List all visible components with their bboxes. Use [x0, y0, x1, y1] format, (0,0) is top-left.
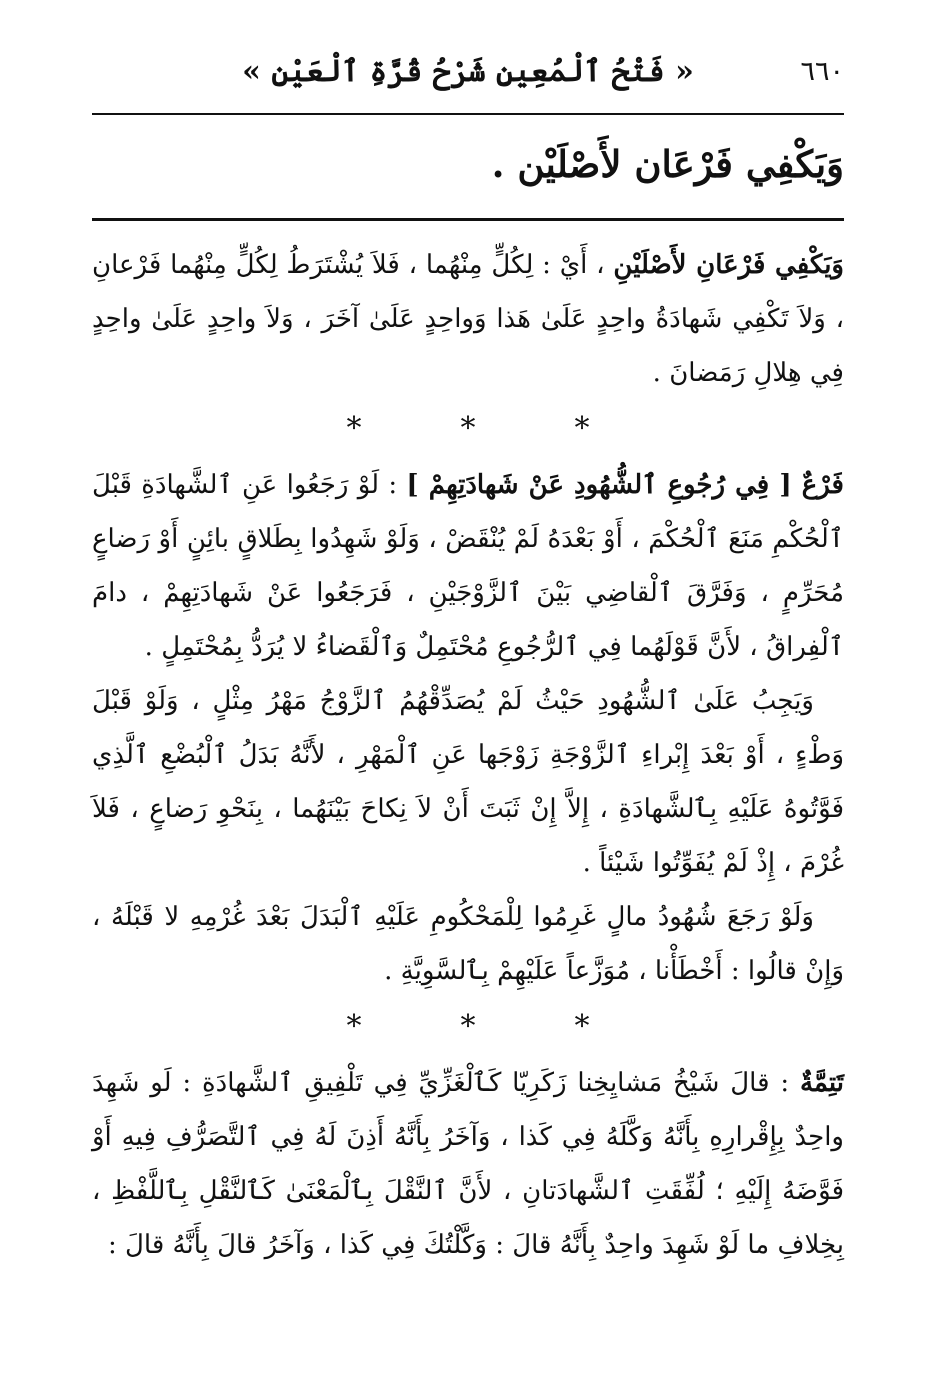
- page-header: [92, 48, 844, 108]
- paragraph-lead: فَرْعٌ [ فِي رُجُوعِ ٱلشُّهُودِ عَنْ شَهادَتِهِمْ ]: [406, 470, 844, 500]
- matn-separator-rule: [92, 218, 844, 221]
- paragraph: وَيَجِبُ عَلَىٰ ٱلشُّهُودِ حَيْثُ لَمْ يُصَدِّقْهُمُ ٱلزَّوْجُ مَهْرُ مِثْلٍ ، وَلَوْ قَبْلَ وَطْءٍ ، أَوْ بَعْدَ إِبْراءِ ٱلزَّوْجَةِ زَوْجَها عَنِ ٱلْمَهْرِ ، لأَنَّهُ بَدَلُ ٱلْبُضْعِ ٱلَّذِي فَوَّتُوهُ عَلَيْهِ بِٱلشَّهادَةِ ، إِلاَّ إِنْ ثَبَتَ أَنْ لاَ نِكاحَ بَيْنَهُما ، بِنَحْوِ رَضاعٍ ، فَلاَ غُرْمَ ، إِذْ لَمْ يُفَوِّتُوا شَيْئاً .: [92, 686, 844, 878]
- section-divider: [92, 998, 844, 1056]
- paragraph: [92, 1056, 844, 1272]
- paragraph-text: ، أَيْ : لِكُلٍّ مِنْهُما ، فَلاَ يُشْتَرَطُ لِكُلٍّ مِنْهُما فَرْعانِ ، وَلاَ تَكْفِي شَهادَةُ واحِدٍ عَلَىٰ هَذا وَواحِدٍ عَلَىٰ آخَرَ ، وَلاَ واحِدٍ عَلَىٰ واحِدٍ فِي هِلالِ رَمَضانَ .: [92, 250, 844, 388]
- paragraph: [92, 458, 844, 674]
- commentary-body: [92, 238, 844, 1272]
- asterisk-icon: *: [574, 1009, 590, 1044]
- asterisk-icon: *: [460, 1009, 476, 1044]
- section-divider: [92, 400, 844, 458]
- paragraph-text: : لَوْ رَجَعُوا عَنِ ٱلشَّهادَةِ قَبْلَ ٱلْحُكْمِ مَنَعَ ٱلْحُكْمَ ، أَوْ بَعْدَهُ لَمْ يُنْقَضْ ، وَلَوْ شَهِدُوا بِطَلاقٍ بائِنٍ أَوْ رَضاعٍ مُحَرِّمٍ ، وَفَرَّقَ ٱلْقاضِي بَيْنَ ٱلزَّوْجَيْنِ ، فَرَجَعُوا عَنْ شَهادَتِهِمْ ، دامَ ٱلْفِراقُ ، لأَنَّ قَوْلَهُما فِي ٱلرُّجُوعِ مُحْتَمِلٌ وَٱلْقَضاءُ لا يُرَدُّ بِمُحْتَمِلٍ .: [92, 470, 844, 662]
- asterisk-icon: *: [346, 1009, 362, 1044]
- paragraph: [92, 238, 844, 400]
- header-rule: [92, 113, 844, 115]
- paragraph-text: : قالَ شَيْخُ مَشايِخِنا زَكَرِيّا كَٱلْغَزِّيِّ فِي تَلْفِيقِ ٱلشَّهادَةِ : لَو شَهِدَ واحِدٌ بِإِقْرارِهِ بِأَنَّهُ وَكَّلَهُ فِي كَذا ، وَآخَرُ بِأَنَّهُ أَذِنَ لَهُ فِي ٱلتَّصَرُّفِ فِيهِ أَوْ فَوَّضَهُ إِلَيْهِ ؛ لُفِّقَتِ ٱلشَّهادَتانِ ، لأَنَّ ٱلنَّقْلَ بِٱلْمَعْنَىٰ كَٱلنَّقْلِ بِٱللَّفْظِ ، بِخِلافِ ما لَوْ شَهِدَ واحِدٌ بِأَنَّهُ قالَ : وَكَّلْتُكَ فِي كَذا ، وَآخَرُ قالَ بِأَنَّهُ قالَ :: [92, 1068, 844, 1260]
- running-title: « فَتْحُ ٱلْمُعِينِ شَرْحُ قُرَّةِ ٱلْعَيْنِ »: [242, 54, 694, 89]
- asterisk-icon: *: [460, 411, 476, 446]
- matn-text: وَيَكْفِي فَرْعَان لأَصْلَيْن .: [491, 142, 844, 186]
- asterisk-icon: *: [574, 411, 590, 446]
- paragraph-lead: تَتِمَّةٌ: [799, 1068, 844, 1098]
- page-number: ٦٦٠: [800, 56, 844, 87]
- asterisk-icon: *: [346, 411, 362, 446]
- paragraph: وَلَوْ رَجَعَ شُهُودُ مالٍ غَرِمُوا لِلْمَحْكُومِ عَلَيْهِ ٱلْبَدَلَ بَعْدَ غُرْمِهِ لا قَبْلَهُ ، وَإِنْ قالُوا : أَخْطَأْنا ، مُوَزَّعاً عَلَيْهِمْ بِٱلسَّوِيَّةِ .: [92, 902, 844, 986]
- paragraph-lead: وَيَكْفِي فَرْعَانِ لأَصْلَيْنِ: [613, 250, 844, 280]
